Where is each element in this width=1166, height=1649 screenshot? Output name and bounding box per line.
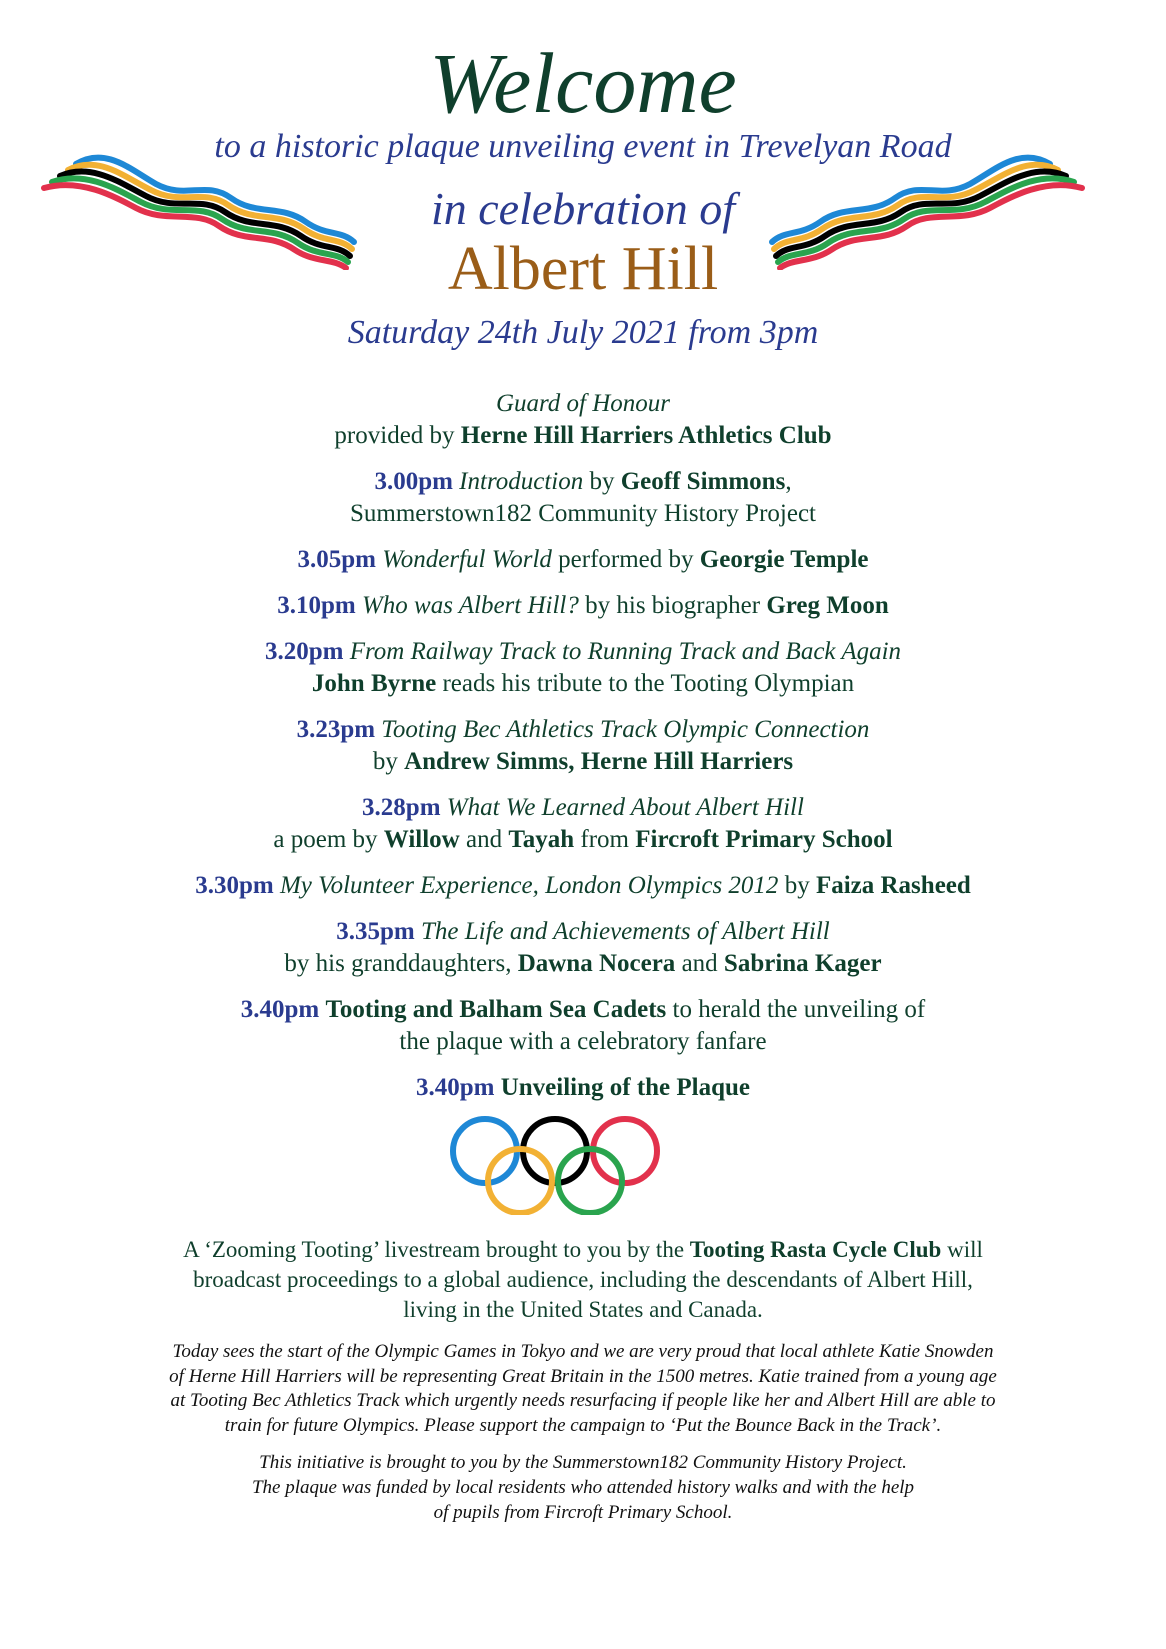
program-item (0, 714, 1166, 778)
note-line: This initiative is brought to you by the Summerstown182 Community History Project. (259, 1452, 907, 1473)
program-by: performed by (551, 546, 700, 573)
program-person: Geoff Simmons (620, 468, 786, 495)
program-time: 3.10pm (277, 592, 356, 619)
guard-club: Herne Hill Harriers Athletics Club (460, 422, 832, 449)
program-text: and (675, 950, 724, 977)
program-person: Faiza Rasheed (815, 872, 971, 899)
welcome-heading: Welcome (429, 35, 737, 131)
program-item (0, 590, 1166, 622)
program-item (0, 916, 1166, 980)
program-line2-text: reads his tribute to the Tooting Olympian (436, 670, 855, 697)
program-item (0, 1072, 1166, 1104)
program-item (0, 636, 1166, 700)
program-item (0, 544, 1166, 576)
program-item (0, 792, 1166, 856)
program-title: The Life and Achievements of Albert Hill (420, 918, 830, 945)
program-person: Greg Moon (766, 592, 889, 619)
program-person: Unveiling of the Plaque (500, 1074, 751, 1101)
program-time: 3.35pm (336, 918, 415, 945)
program-person: Sabrina Kager (723, 950, 882, 977)
event-date: Saturday 24th July 2021 from 3pm (347, 314, 819, 351)
program-time: 3.40pm (415, 1074, 495, 1101)
program-person: John Byrne (311, 670, 437, 697)
program-person: Georgie Temple (699, 546, 869, 573)
olympics-note (40, 1340, 1126, 1438)
program-item (0, 466, 1166, 530)
program-time: 3.30pm (195, 872, 274, 899)
note-line: of pupils from Fircroft Primary School. (433, 1502, 733, 1523)
program-text: from (574, 826, 636, 853)
note-line: at Tooting Bec Athletics Track which urgently needs resurfacing if people like her and Albert Hill are able to (170, 1390, 996, 1411)
program-list (0, 388, 1166, 1118)
program-text: to herald the unveiling of (666, 996, 926, 1023)
honoree-name: Albert Hill (447, 235, 719, 303)
celebration-subtitle: in celebration of (430, 183, 736, 234)
livestream-line: living in the United States and Canada. (403, 1297, 763, 1322)
program-title: From Railway Track to Running Track and Back Again (349, 638, 902, 665)
program-title: Tooting Bec Athletics Track Olympic Connection (381, 716, 870, 743)
guard-title: Guard of Honour (495, 390, 671, 417)
program-line2: Summerstown182 Community History Project (350, 500, 816, 527)
guard-provided-by: provided by (334, 422, 461, 449)
livestream-line: broadcast proceedings to a global audience, including the descendants of Albert Hill, (193, 1267, 973, 1292)
program-line2: the plaque with a celebratory fanfare (399, 1028, 767, 1055)
program-title: My Volunteer Experience, London Olympics 2012 (279, 872, 779, 899)
livestream-text: A ‘Zooming Tooting’ livestream brought to you by the (183, 1237, 690, 1262)
program-by: by (372, 748, 405, 775)
program-person: Tooting and Balham Sea Cadets (325, 996, 667, 1023)
program-text: by his granddaughters, (284, 950, 518, 977)
event-subtitle: to a historic plaque unveiling event in Trevelyan Road (214, 128, 952, 165)
program-item (0, 994, 1166, 1058)
program-tail: , (785, 468, 792, 495)
livestream-text: will (941, 1237, 983, 1262)
program-time: 3.00pm (374, 468, 453, 495)
program-time: 3.40pm (240, 996, 320, 1023)
program-person: Willow (383, 826, 460, 853)
program-by: by (583, 468, 621, 495)
program-title: Wonderful World (382, 546, 552, 573)
note-line: of Herne Hill Harriers will be representing Great Britain in the 1500 metres. Katie trained from a young age (169, 1365, 997, 1387)
program-item (0, 870, 1166, 902)
note-line: The plaque was funded by local residents who attended history walks and with the help (251, 1477, 915, 1498)
program-by: by (778, 872, 816, 899)
program-by: by his biographer (578, 592, 767, 619)
note-line: Today sees the start of the Olympic Games in Tokyo and we are very proud that local athlete Katie Snowden (172, 1341, 994, 1362)
note-line: train for future Olympics. Please support the campaign to ‘Put the Bounce Back in the Track’. (224, 1414, 942, 1436)
program-text: and (459, 826, 509, 853)
livestream-note (60, 1235, 1106, 1325)
program-text: a poem by (273, 826, 384, 853)
program-title: Who was Albert Hill? (361, 592, 579, 619)
olympic-rings-icon (447, 1115, 667, 1215)
program-title: Introduction (459, 468, 584, 495)
program-time: 3.28pm (362, 794, 441, 821)
program-title: What We Learned About Albert Hill (446, 794, 804, 821)
credit-note (60, 1450, 1106, 1525)
program-item-guard (0, 388, 1166, 452)
livestream-club: Tooting Rasta Cycle Club (689, 1237, 942, 1262)
program-time: 3.20pm (264, 638, 344, 665)
program-person: Dawna Nocera (517, 950, 676, 977)
program-person: Andrew Simms, Herne Hill Harriers (404, 748, 794, 775)
program-time: 3.05pm (297, 546, 376, 573)
program-person: Tayah (508, 826, 575, 853)
program-time: 3.23pm (296, 716, 376, 743)
program-school: Fircroft Primary School (635, 826, 893, 853)
